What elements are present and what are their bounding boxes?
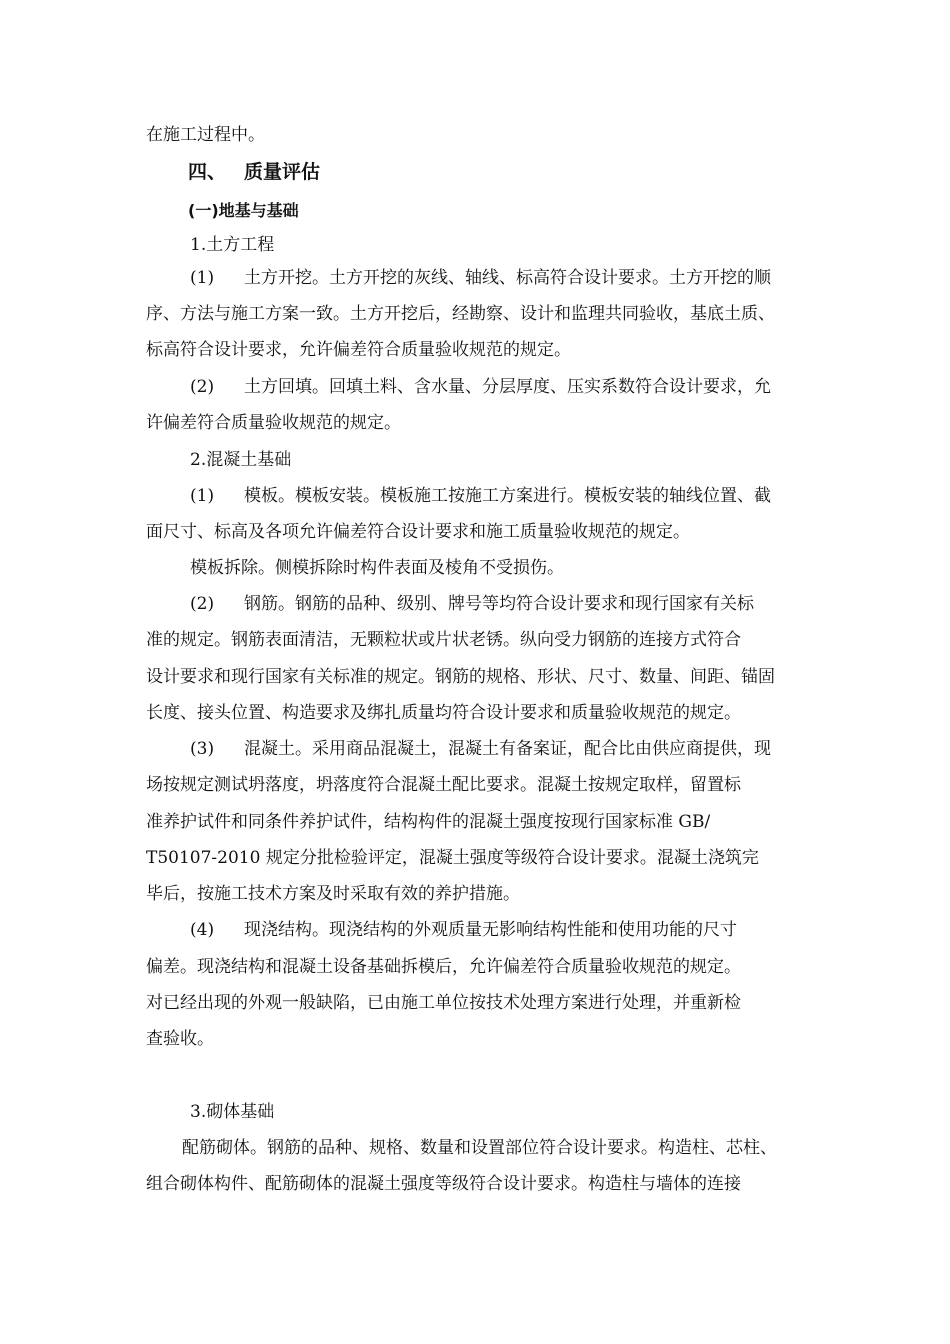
paragraph-line: 设计要求和现行国家有关标准的规定。钢筋的规格、形状、尺寸、数量、间距、锚固 xyxy=(146,667,775,687)
paragraph-line: 模板拆除。侧模拆除时构件表面及棱角不受损伤。 xyxy=(190,558,564,578)
paragraph-line: T50107-2010 规定分批检验评定，混凝土强度等级符合设计要求。混凝土浇筑完 xyxy=(146,848,759,868)
paragraph-text: 钢筋。钢筋的品种、级别、牌号等均符合设计要求和现行国家有关标 xyxy=(244,594,754,614)
paragraph-line: 标高符合设计要求，允许偏差符合质量验收规范的规定。 xyxy=(146,340,571,360)
paragraph-line: 配筋砌体。钢筋的品种、规格、数量和设置部位符合设计要求。构造柱、芯柱、 xyxy=(182,1138,777,1158)
item-heading-masonry-foundation: 3.砌体基础 xyxy=(190,1102,275,1122)
paragraph-line xyxy=(190,590,754,618)
section-heading xyxy=(188,158,320,186)
item-heading-earthwork: 1.土方工程 xyxy=(190,235,275,255)
paragraph-line: 序、方法与施工方案一致。土方开挖后，经勘察、设计和监理共同验收，基底土质、 xyxy=(146,304,775,324)
paragraph-line: 许偏差符合质量验收规范的规定。 xyxy=(146,413,401,433)
item-marker: (4) xyxy=(190,920,215,940)
paragraph-line: 长度、接头位置、构造要求及绑扎质量均符合设计要求和质量验收规范的规定。 xyxy=(146,703,741,723)
paragraph-line: 准的规定。钢筋表面清洁，无颗粒状或片状老锈。纵向受力钢筋的连接方式符合 xyxy=(146,630,741,650)
paragraph-line: 对已经出现的外观一般缺陷，已由施工单位按技术处理方案进行处理，并重新检 xyxy=(146,993,741,1013)
section-title: 质量评估 xyxy=(244,161,321,183)
paragraph-text: 模板。模板安装。模板施工按施工方案进行。模板安装的轴线位置、截 xyxy=(244,486,771,506)
paragraph-line: 毕后，按施工技术方案及时采取有效的养护措施。 xyxy=(146,884,520,904)
paragraph-text: 混凝土。采用商品混凝土，混凝土有备案证，配合比由供应商提供，现 xyxy=(244,739,771,759)
paragraph-line xyxy=(190,373,771,401)
paragraph-line: 查验收。 xyxy=(146,1029,214,1049)
paragraph-line: 组合砌体构件、配筋砌体的混凝土强度等级符合设计要求。构造柱与墙体的连接 xyxy=(146,1174,741,1194)
paragraph-line xyxy=(190,735,771,763)
paragraph-text: 土方开挖。土方开挖的灰线、轴线、标高符合设计要求。土方开挖的顺 xyxy=(244,268,771,288)
paragraph-line: 面尺寸、标高及各项允许偏差符合设计要求和施工质量验收规范的规定。 xyxy=(146,522,690,542)
paragraph-line xyxy=(190,916,737,944)
item-heading-concrete-foundation: 2.混凝土基础 xyxy=(190,450,292,470)
paragraph-line: 准养护试件和同条件养护试件，结构构件的混凝土强度按现行国家标准 GB/ xyxy=(146,812,711,832)
item-marker: (1) xyxy=(190,486,215,506)
item-marker: (2) xyxy=(190,377,215,397)
item-marker: (1) xyxy=(190,268,215,288)
subsection-heading: (一)地基与基础 xyxy=(188,201,299,220)
item-marker: (2) xyxy=(190,594,215,614)
paragraph-line: 场按规定测试坍落度，坍落度符合混凝土配比要求。混凝土按规定取样，留置标 xyxy=(146,775,741,795)
paragraph-text: 土方回填。回填土料、含水量、分层厚度、压实系数符合设计要求，允 xyxy=(244,377,771,397)
paragraph-text: 现浇结构。现浇结构的外观质量无影响结构性能和使用功能的尺寸 xyxy=(244,920,737,940)
paragraph-line xyxy=(190,482,771,510)
item-marker: (3) xyxy=(190,739,215,759)
paragraph-continuation: 在施工过程中。 xyxy=(146,125,265,145)
paragraph-line: 偏差。现浇结构和混凝土设备基础拆模后，允许偏差符合质量验收规范的规定。 xyxy=(146,957,741,977)
section-number: 四、 xyxy=(188,161,227,183)
paragraph-line xyxy=(190,264,771,292)
